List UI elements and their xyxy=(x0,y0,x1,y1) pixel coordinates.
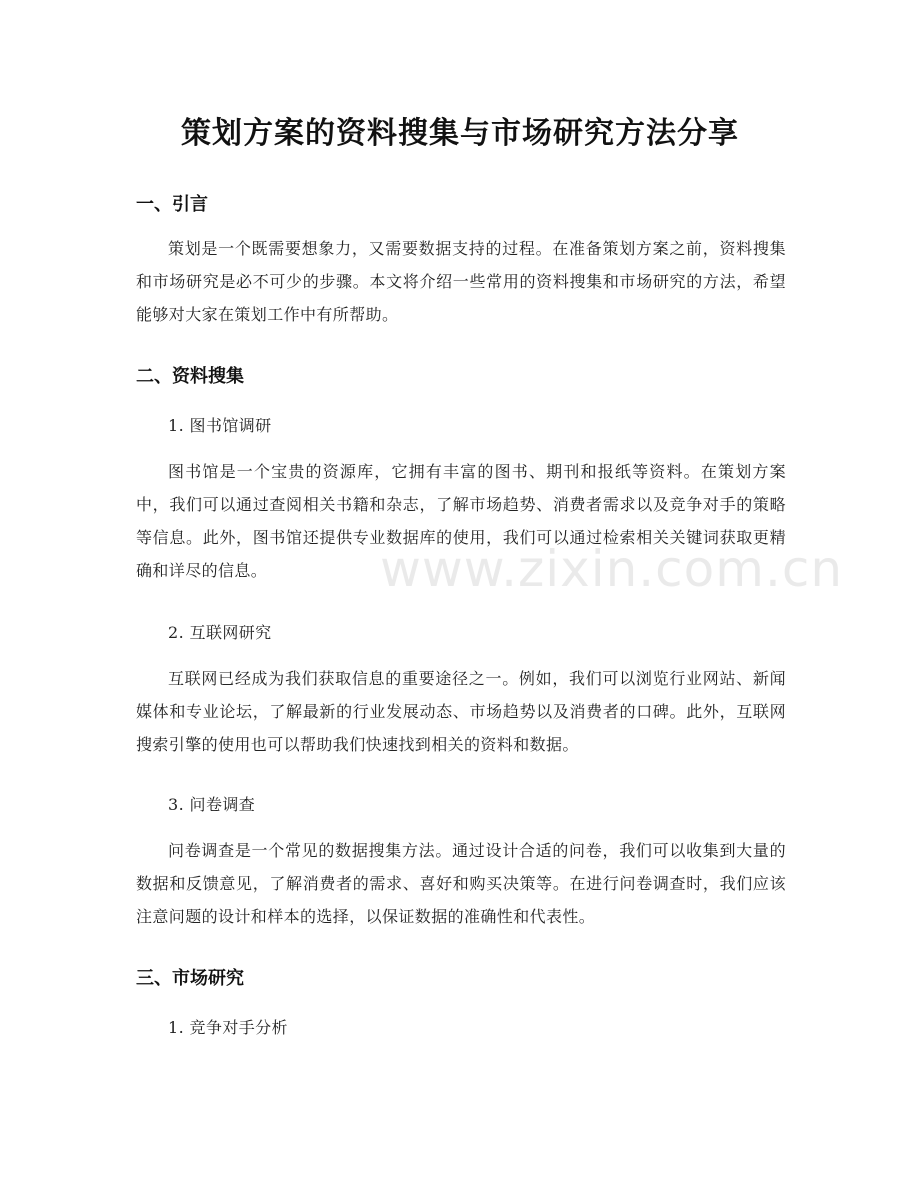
item-library-research-label: 1. 图书馆调研 xyxy=(168,416,272,435)
section-heading-introduction: 一、引言 xyxy=(136,194,208,215)
item-internet-research-label: 2. 互联网研究 xyxy=(168,623,272,642)
item-internet-research-paragraph: 互联网已经成为我们获取信息的重要途径之一。例如，我们可以浏览行业网站、新闻媒体和专业论坛，了解最新的行业发展动态、市场趋势以及消费者的口碑。此外，互联网搜索引擎的使用也可以帮助我们快速找到相关的资料和数据。 xyxy=(136,669,786,754)
introduction-paragraph: 策划是一个既需要想象力，又需要数据支持的过程。在准备策划方案之前，资料搜集和市场研究是必不可少的步骤。本文将介绍一些常用的资料搜集和市场研究的方法，希望能够对大家在策划工作中有所帮助。 xyxy=(136,239,786,324)
item-competitor-analysis-label: 1. 竞争对手分析 xyxy=(168,1018,288,1037)
item-library-research-paragraph: 图书馆是一个宝贵的资源库，它拥有丰富的图书、期刊和报纸等资料。在策划方案中，我们可以通过查阅相关书籍和杂志，了解市场趋势、消费者需求以及竞争对手的策略等信息。此外，图书馆还提供专业数据库的使用，我们可以通过检索相关关键词获取更精确和详尽的信息。 xyxy=(136,462,786,580)
item-questionnaire-paragraph: 问卷调查是一个常见的数据搜集方法。通过设计合适的问卷，我们可以收集到大量的数据和反馈意见，了解消费者的需求、喜好和购买决策等。在进行问卷调查时，我们应该注意问题的设计和样本的选择，以保证数据的准确性和代表性。 xyxy=(136,841,786,926)
item-questionnaire-label: 3. 问卷调查 xyxy=(168,795,256,814)
section-heading-data-collection: 二、资料搜集 xyxy=(136,366,244,387)
document-title: 策划方案的资料搜集与市场研究方法分享 xyxy=(181,116,739,151)
section-heading-market-research: 三、市场研究 xyxy=(136,968,244,989)
watermark: www.zixin.com.cn xyxy=(380,540,844,598)
